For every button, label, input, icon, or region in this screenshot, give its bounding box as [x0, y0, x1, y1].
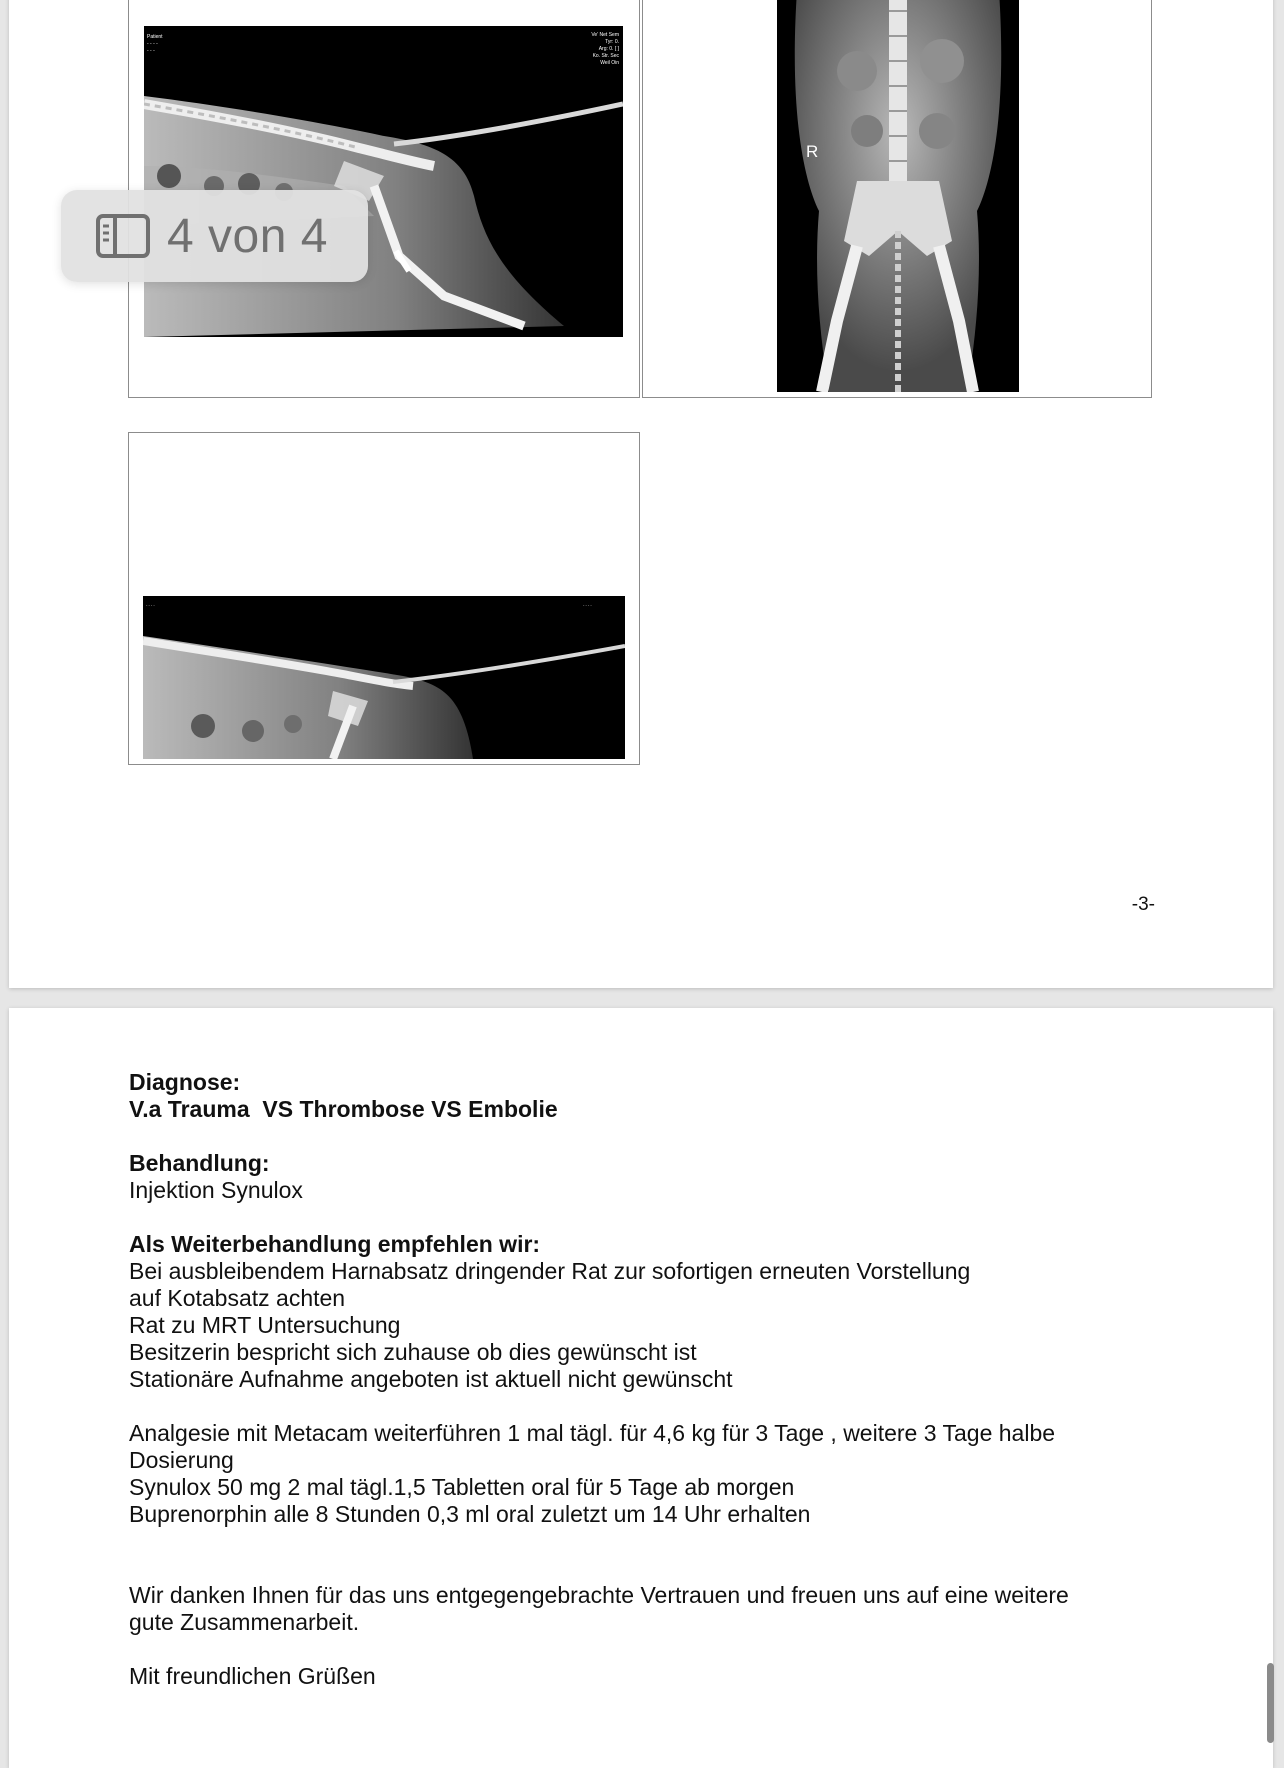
page-indicator-text: 4 von 4	[167, 209, 328, 263]
dank-section	[129, 1582, 1129, 1636]
xray-frame-lateral-2	[128, 432, 640, 765]
medikation-line: Analgesie mit Metacam weiterführen 1 mal tägl. für 4,6 kg für 3 Tage , weitere 3 Tage halbe	[129, 1420, 1056, 1446]
svg-text:- - -: - - -	[147, 48, 155, 54]
weiterbehandlung-line: Bei ausbleibendem Harnabsatz dringender Rat zur sofortigen erneuten Vorstellung	[129, 1258, 971, 1284]
document-page-4	[9, 1008, 1273, 1768]
xray-image-lateral	[144, 26, 623, 337]
letter-body	[129, 1069, 1129, 1690]
xray-vd-graphic	[777, 0, 1019, 392]
weiterbehandlung-line: Stationäre Aufnahme angeboten ist aktuell nicht gewünscht	[129, 1366, 733, 1392]
xray-image-lateral-2	[143, 596, 625, 759]
svg-text:- - - -: - - - -	[583, 602, 592, 607]
xray-label-line: Ve' Net Sem	[591, 32, 619, 38]
xray-vd-marker: R	[806, 142, 819, 161]
dank-line: gute Zusammenarbeit.	[129, 1609, 360, 1635]
weiterbehandlung-line: Besitzerin bespricht sich zuhause ob dies gewünscht ist	[129, 1339, 697, 1365]
diagnose-heading: Diagnose:	[129, 1069, 241, 1095]
behandlung-text: Injektion Synulox	[129, 1177, 303, 1203]
weiterbehandlung-heading: Als Weiterbehandlung empfehlen wir:	[129, 1231, 541, 1257]
dank-line: Wir danken Ihnen für das uns entgegengebrachte Vertrauen und freuen uns auf eine weitere	[129, 1582, 1069, 1608]
medikation-line: Synulox 50 mg 2 mal tägl.1,5 Tabletten oral für 5 Tage ab morgen	[129, 1474, 795, 1500]
medikation-section	[129, 1420, 1129, 1528]
page-number: -3-	[1131, 894, 1155, 915]
weiterbehandlung-line: auf Kotabsatz achten	[129, 1285, 346, 1311]
diagnose-text: V.a Trauma VS Thrombose VS Embolie	[129, 1096, 558, 1122]
xray-label-line: Weil Oin	[600, 60, 619, 66]
behandlung-section	[129, 1150, 1129, 1204]
xray-label-line: Ko. Str. Sec	[592, 53, 619, 59]
xray-lateral-2-graphic	[143, 596, 625, 759]
xray-lateral-graphic	[144, 26, 623, 337]
svg-text:Patient: Patient	[147, 34, 163, 40]
xray-lateral-label	[591, 32, 619, 67]
document-page-3	[9, 0, 1273, 988]
page-indicator[interactable]	[61, 190, 368, 282]
sidebar-icon	[95, 213, 151, 259]
xray-frame-vd	[642, 0, 1152, 398]
svg-text:- - - -: - - - -	[147, 41, 158, 47]
xray-label-line: Tyr: 0.	[605, 39, 619, 45]
diagnose-section	[129, 1069, 1129, 1123]
xray-image-vd	[777, 0, 1019, 392]
svg-text:- - - -: - - - -	[146, 602, 155, 607]
xray-label-line: Arg: 0. [ ]	[598, 46, 619, 52]
closing-text: Mit freundlichen Grüßen	[129, 1663, 376, 1689]
behandlung-heading: Behandlung:	[129, 1150, 270, 1176]
scrollbar-thumb[interactable]	[1267, 1663, 1274, 1743]
weiterbehandlung-line: Rat zu MRT Untersuchung	[129, 1312, 401, 1338]
weiterbehandlung-section	[129, 1231, 1129, 1393]
medikation-line: Dosierung	[129, 1447, 234, 1473]
spacer	[129, 1555, 1129, 1582]
medikation-line: Buprenorphin alle 8 Stunden 0,3 ml oral zuletzt um 14 Uhr erhalten	[129, 1501, 811, 1527]
